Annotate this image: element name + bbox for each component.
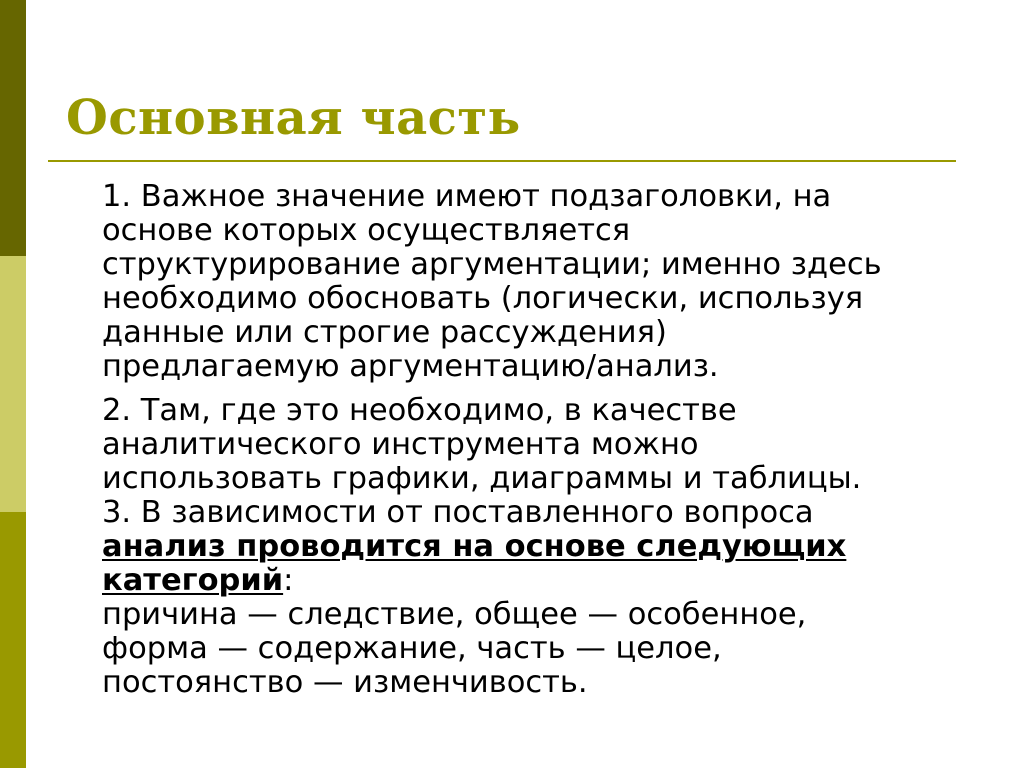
paragraph-1-line: предлагаемую аргументацию/анализ.	[102, 349, 719, 384]
emphasis-line	[102, 564, 982, 598]
paragraph-2-line: аналитического инструмента можно	[102, 427, 699, 462]
paragraph-1	[102, 180, 982, 384]
side-bar-medium	[0, 512, 26, 768]
paragraph-1-line: данные или строгие рассуждения)	[102, 315, 667, 350]
side-bar-dark	[0, 0, 26, 256]
title-underline-rule	[48, 160, 956, 162]
category-line: постоянство — изменчивость.	[102, 665, 588, 700]
paragraph-1-line: структурирование аргументации; именно здесь	[102, 247, 882, 282]
side-bar-light	[0, 256, 26, 512]
paragraph-3-intro: 3. В зависимости от поставленного вопроса	[102, 495, 814, 530]
category-line: причина — следствие, общее — особенное,	[102, 597, 807, 632]
paragraph-1-line: необходимо обосновать (логически, используя	[102, 281, 864, 316]
emphasis-text: категорий	[102, 563, 284, 598]
paragraph-2-line: использовать графики, диаграммы и таблицы.	[102, 461, 862, 496]
emphasis-text: анализ проводится на основе следующих	[102, 529, 847, 564]
colon: :	[283, 563, 294, 598]
category-line: форма — содержание, часть — целое,	[102, 631, 722, 666]
emphasis-line	[102, 530, 982, 564]
paragraph-2	[102, 394, 982, 496]
slide-title: Основная часть	[66, 90, 521, 146]
paragraph-2-line: 2. Там, где это необходимо, в качестве	[102, 393, 737, 428]
paragraph-1-line: 1. Важное значение имеют подзаголовки, на	[102, 179, 832, 214]
paragraph-1-line: основе которых осуществляется	[102, 213, 631, 248]
slide-body	[102, 180, 982, 700]
paragraph-3	[102, 496, 982, 700]
